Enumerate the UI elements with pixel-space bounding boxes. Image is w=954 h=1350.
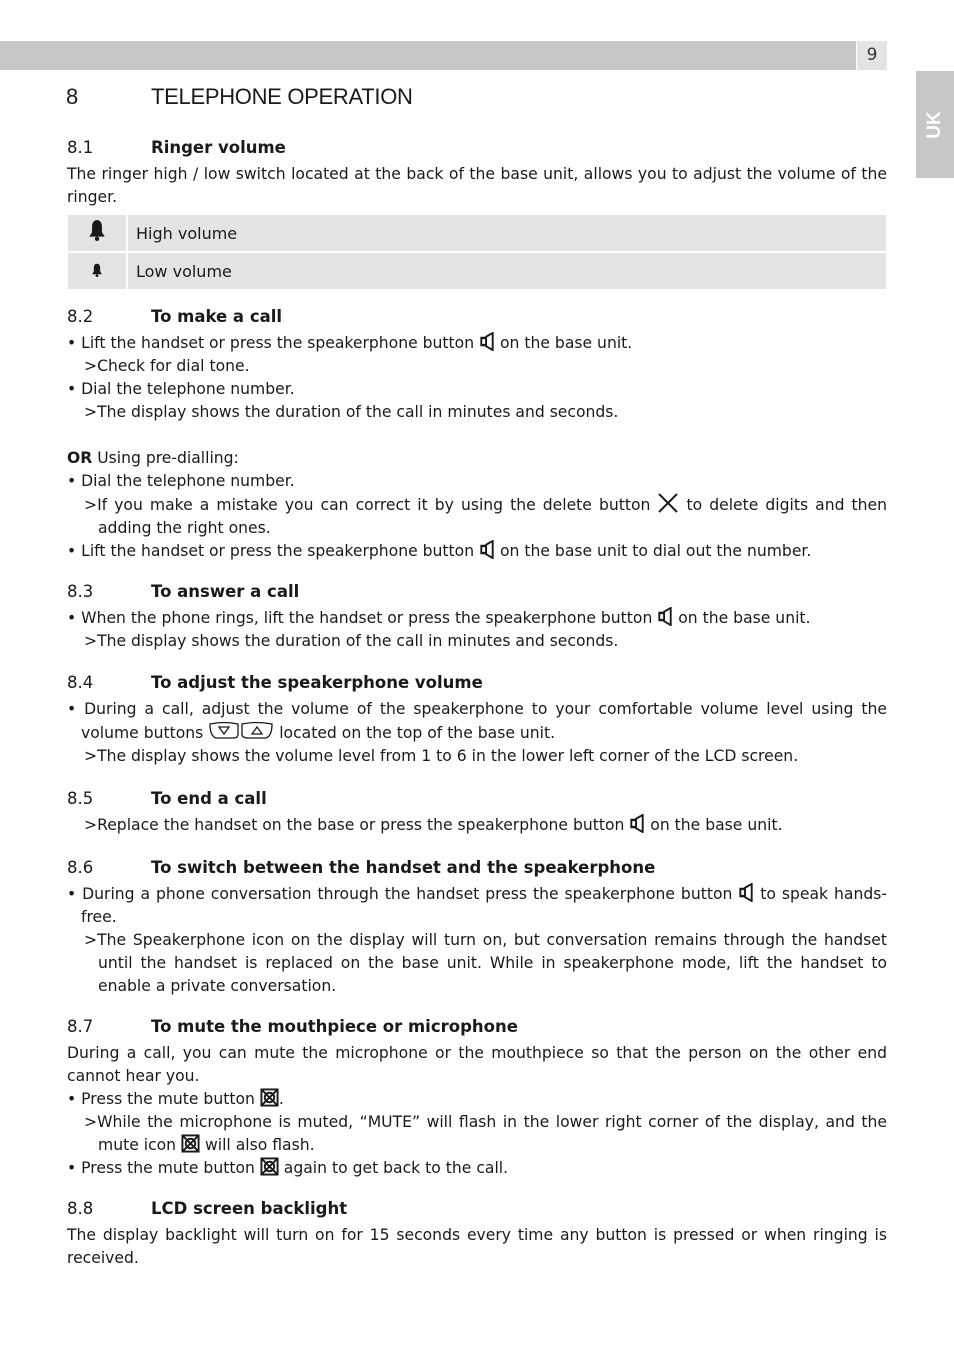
ringer-volume-table [66, 213, 888, 291]
section-mute: 8.7 To mute the mouthpiece or microphone During a call, you can mute the microphone or the mouthpiece so that the person on the other end cannot hear you. • Press the mute button . >While the microphone is muted, “MUTE” will flash in the lower right corner of the display, and the mute icon will also flash. • Press the mute button again to get back to the call. [67, 1017, 887, 1177]
bell-large-icon [86, 219, 108, 241]
section-heading: 8.8 LCD screen backlight [67, 1199, 348, 1218]
section-heading: 8.4 To adjust the speakerphone volume [67, 673, 483, 692]
speakerphone-icon [629, 814, 645, 833]
section-make-call: 8.2 To make a call • Lift the handset or press the speakerphone button on the base unit. >Check for dial tone. • Dial the telephone number. >The display shows the duration of the call in minutes and seconds. OR Using pre-dialling: • Dial the telephone number. >If you make a mistake you can correct it by using the delete button to delete digits and then adding the right ones. • Lift the handset or press the speakerphone button on the base unit to dial out the number. [67, 307, 887, 560]
document-page: 9 UK 8 TELEPHONE OPERATION 8.1 Ringer volume The ringer high / low switch located at the back of the base unit, allows you to adjust the volume of the ringer. High volume Low volume 8.2 To make a call • Lift the handset or press the speakerphone button on the base unit. >Check for dial tone. • Dial the telephone number. >The display shows the duration of the call in minutes and seconds. OR Using pre-dialling: • Dial the telephone number. >If you make a mistake you can correct it by using the delete button to delete digits and then adding the right ones. • Lift the handset or press the speakerphone button on the base unit to dial out the number. 8.3 To answer a call • When the phone rings, lift the handset or press the speakerphone button on the base unit. >The display shows the duration of the call in minutes and seconds. 8.4 To adjust the speakerphone volume • During a call, adjust the volume of the speakerphone to your comfortable volume level using the volume buttons located on the top of the base unit. >The display shows the volume level from 1 to 6 in the lower left corner of the LCD screen. 8.5 To end a call >Replace the handset on the base or press the speakerphone button on the base unit. 8.6 To switch between the handset and the speakerphone • During a phone conversation through the handset press the speakerphone button to speak hands-free. >The Speakerphone icon on the display will turn on, but conversation remains through the handset until the handset is replaced on the base unit. While in speakerphone mode, lift the handset to enable a private conversation. 8.7 To mute the mouthpiece or microphone During a call, you can mute the microphone or the mouthpiece so that the person on the other end cannot hear you. • Press the mute button . >While the microphone is muted, “MUTE” will flash in the lower right corner of the display, and the mute icon will also flash. • Press the mute button again to get back to the call. 8.8 LCD screen backlight The display backlight will turn on for 15 seconds every time any button is pressed or when ringing is received. [0, 0, 954, 1350]
section-lcd-backlight: 8.8 LCD screen backlight The display backlight will turn on for 15 seconds every time any button is pressed or when ringing is received. [67, 1199, 887, 1267]
mute-icon [260, 1088, 279, 1107]
section-heading: 8.6 To switch between the handset and the speakerphone [67, 858, 656, 877]
section-heading: 8.7 To mute the mouthpiece or microphone [67, 1017, 518, 1036]
table-row: Low volume [68, 253, 886, 289]
delete-x-icon [657, 493, 679, 513]
section-heading: 8.2 To make a call [67, 307, 283, 326]
volume-buttons-icon [208, 721, 274, 741]
section-heading: 8.1 Ringer volume [67, 138, 286, 157]
section-switch-handset-speakerphone: 8.6 To switch between the handset and the speakerphone • During a phone conversation through the handset press the speakerphone button to speak hands-free. >The Speakerphone icon on the display will turn on, but conversation remains through the handset until the handset is replaced on the base unit. While in speakerphone mode, lift the handset to enable a private conversation. [67, 858, 887, 995]
header-bar [0, 41, 856, 70]
bell-small-icon [90, 263, 104, 277]
speakerphone-icon [479, 332, 495, 351]
section-end-call: 8.5 To end a call >Replace the handset on the base or press the speakerphone button on the base unit. [67, 787, 887, 837]
speakerphone-icon [657, 607, 673, 626]
section-answer-call: 8.3 To answer a call • When the phone rings, lift the handset or press the speakerphone button on the base unit. >The display shows the duration of the call in minutes and seconds. [67, 580, 887, 653]
section-heading: 8.3 To answer a call [67, 582, 300, 601]
table-row: High volume [68, 215, 886, 251]
mute-icon [260, 1157, 279, 1176]
section-heading: 8.5 To end a call [67, 789, 267, 808]
speakerphone-icon [479, 540, 495, 559]
section-speakerphone-volume: 8.4 To adjust the speakerphone volume • During a call, adjust the volume of the speakerphone to your comfortable volume level using the volume buttons located on the top of the base unit. >The display shows the volume level from 1 to 6 in the lower left corner of the LCD screen. [67, 673, 887, 765]
page-number: 9 [857, 41, 887, 70]
section-ringer-volume: 8.1 Ringer volume The ringer high / low switch located at the back of the base unit, allows you to adjust the volume of the ringer. High volume Low volume [67, 136, 887, 291]
mute-icon [181, 1134, 200, 1153]
speakerphone-icon [738, 883, 754, 902]
language-tab: UK [916, 71, 954, 178]
